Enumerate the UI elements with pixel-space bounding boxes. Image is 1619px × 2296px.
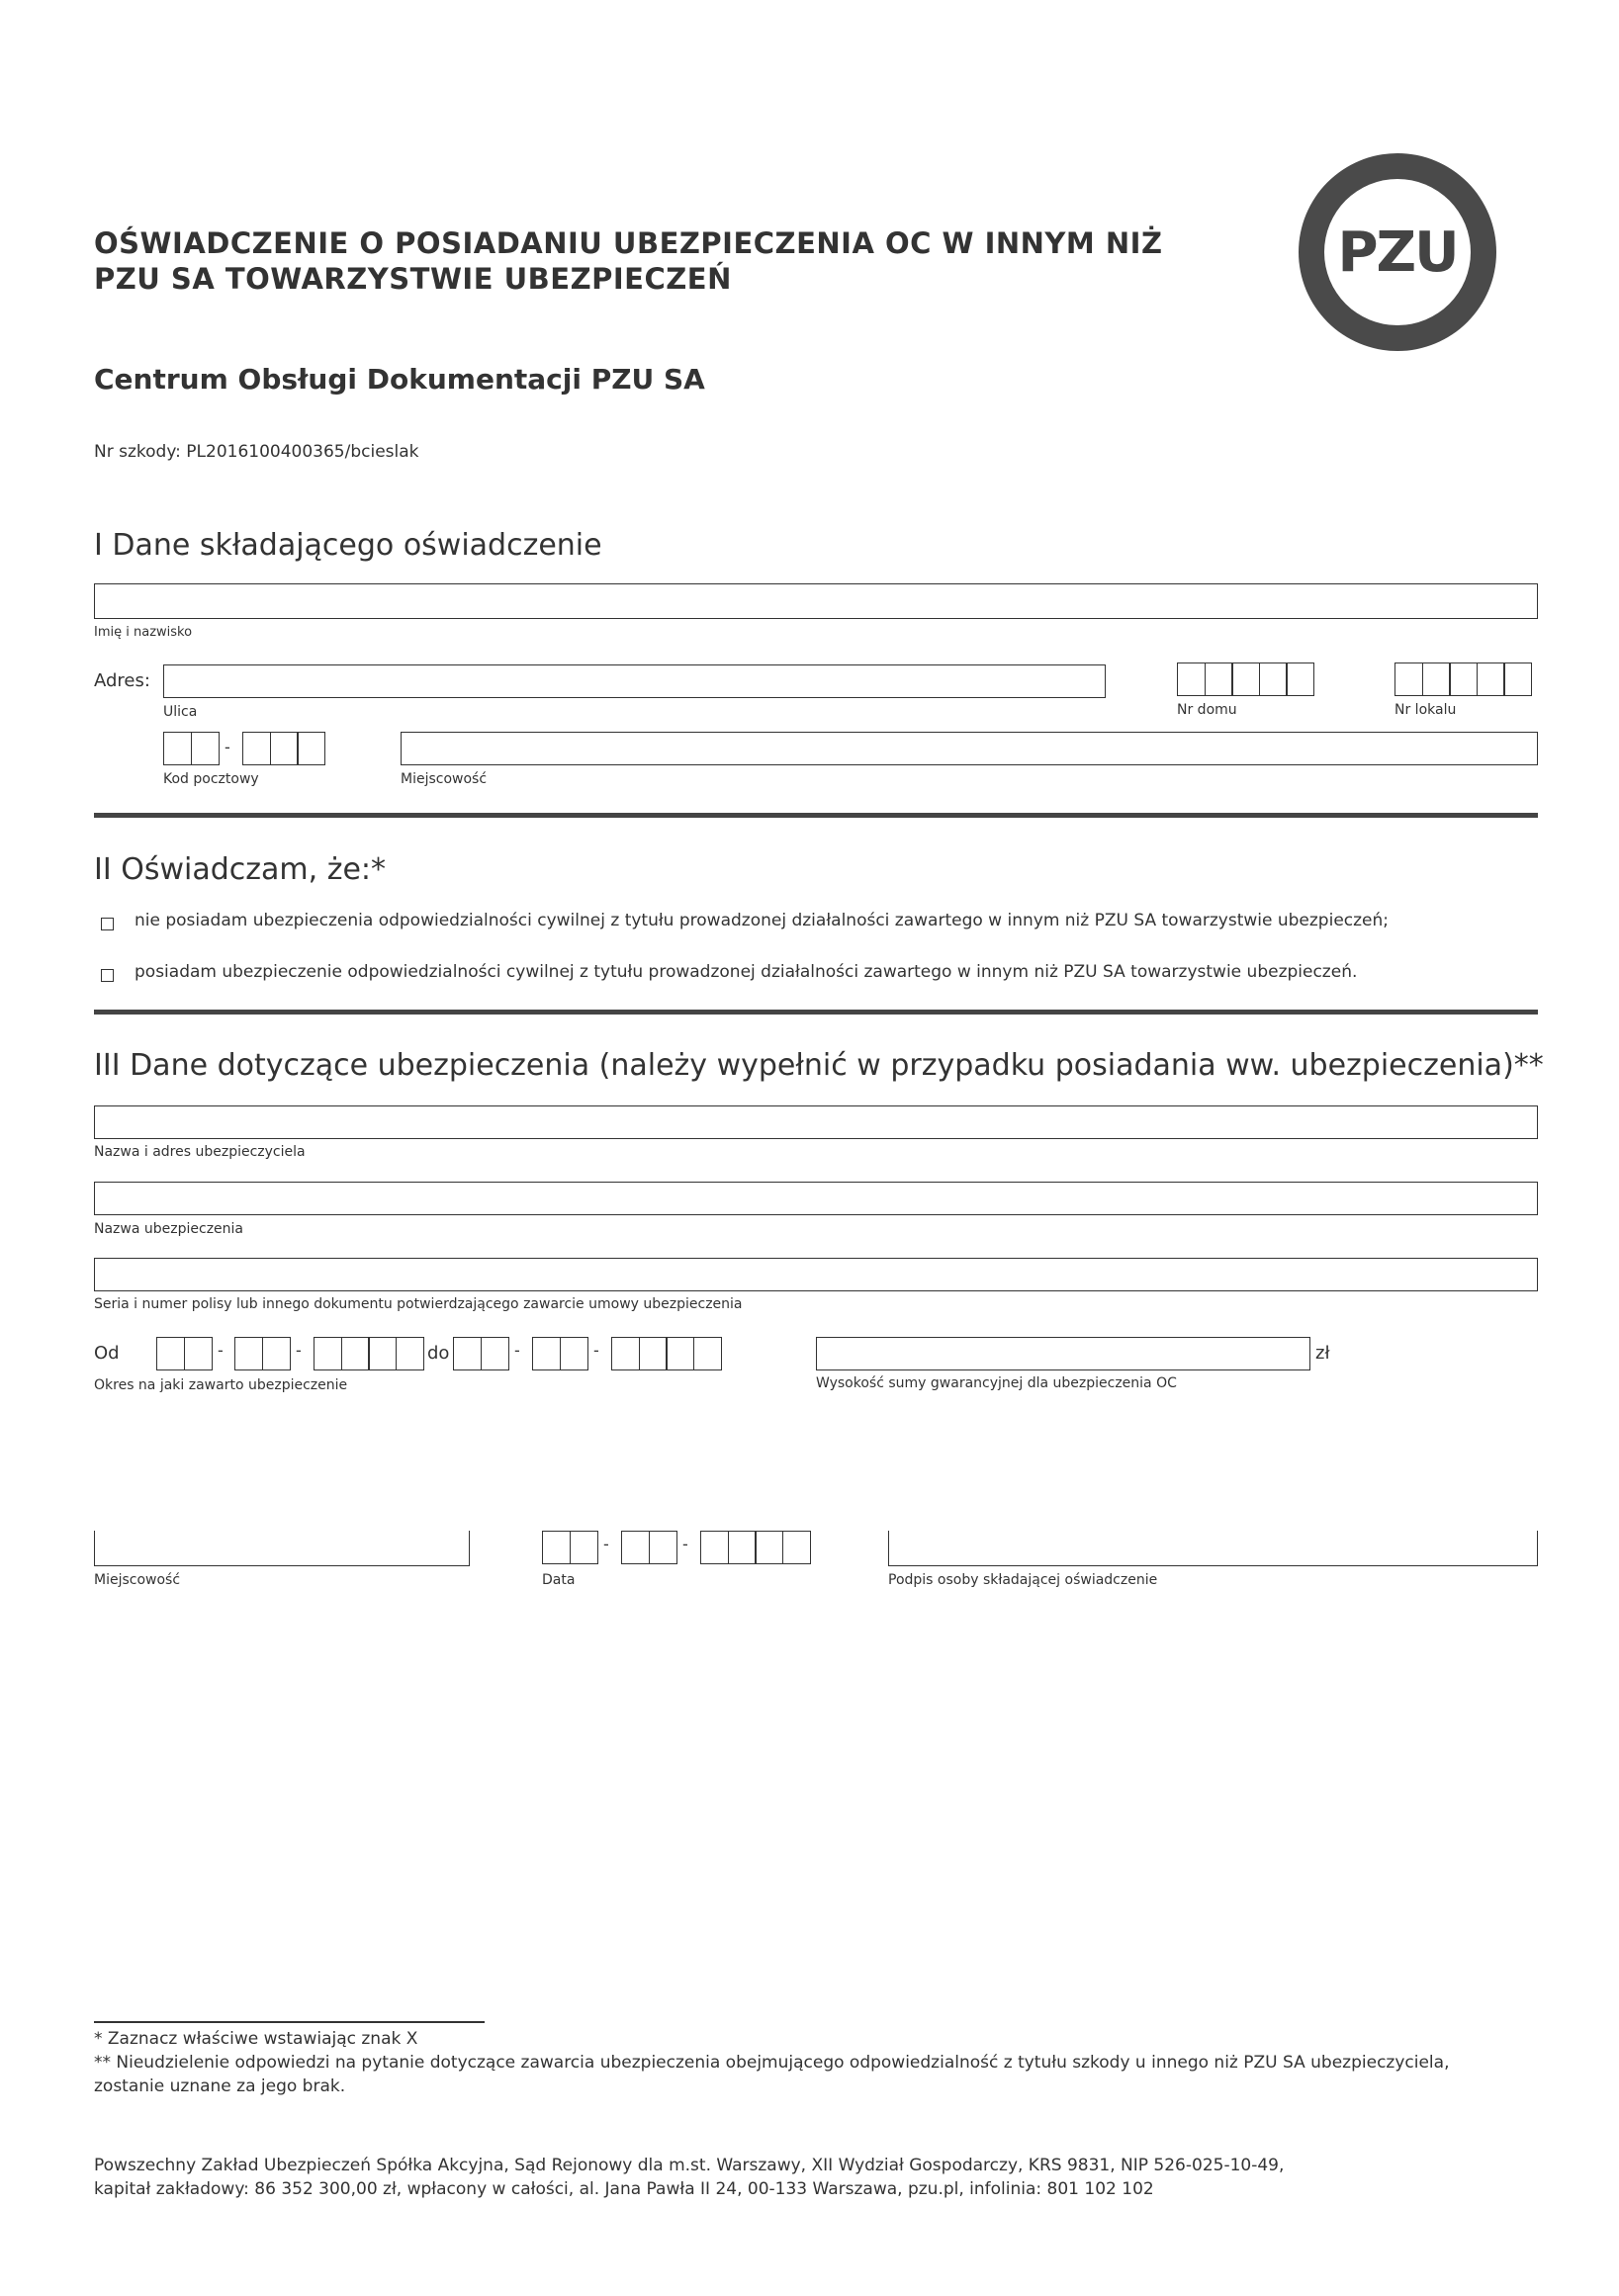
insurer-label: Nazwa i adres ubezpieczyciela [94,1144,306,1160]
sum-insured-field[interactable] [816,1337,1310,1370]
claim-number: Nr szkody: PL2016100400365/bcieslak [94,442,419,462]
footer-line-1: Powszechny Zakład Ubezpieczeń Spółka Akcyjna, Sąd Rejonowy dla m.st. Warszawy, XII Wydział Gospodarczy, KRS 9831, NIP 526-025-10-49, [94,2156,1285,2175]
section-2-heading: II Oświadczam, że:* [94,852,387,887]
sign-day-field[interactable] [542,1531,596,1564]
signature-label: Podpis osoby składającej oświadczenie [888,1572,1158,1588]
option-2-label: posiadam ubezpieczenie odpowiedzialności cywilnej z tytułu prowadzonej działalności zawartego w innym niż PZU SA towarzystwie ubezpieczeń. [135,962,1358,982]
pzu-logo [1299,153,1496,351]
date-dash: - [296,1341,302,1360]
sign-year-field[interactable] [700,1531,809,1564]
date-label: Data [542,1572,576,1588]
footnote-2-line-2: zostanie uznane za jego brak. [94,2076,346,2096]
insurance-name-field[interactable] [94,1182,1538,1215]
postal-code-part2[interactable] [242,732,324,765]
name-label: Imię i nazwisko [94,625,193,640]
to-day-field[interactable] [453,1337,507,1370]
signature-field[interactable] [888,1531,1538,1566]
postal-code-part1[interactable] [163,732,218,765]
date-dash: - [218,1341,224,1360]
logo-text: PZU [1337,220,1458,285]
section-divider [94,1010,1538,1015]
date-dash: - [514,1341,520,1360]
from-label: Od [94,1343,120,1364]
footnote-2-line-1: ** Nieudzielenie odpowiedzi na pytanie dotyczące zawarcia ubezpieczenia obejmującego odpowiedzialność z tytułu szkody u innego niż PZU SA ubezpieczyciela, [94,2053,1450,2073]
sum-insured-label: Wysokość sumy gwarancyjnej dla ubezpieczenia OC [816,1375,1177,1391]
from-month-field[interactable] [234,1337,289,1370]
flat-number-field[interactable] [1394,662,1531,696]
date-dash: - [593,1341,599,1360]
title-line-1: OŚWIADCZENIE O POSIADANIU UBEZPIECZENIA OC W INNYM NIŻ [94,226,1163,260]
to-year-field[interactable] [611,1337,720,1370]
sign-month-field[interactable] [621,1531,675,1564]
policy-number-label: Seria i numer polisy lub innego dokumentu potwierdzającego zawarcie umowy ubezpieczenia [94,1296,743,1312]
subtitle: Centrum Obsługi Dokumentacji PZU SA [94,363,705,396]
footnote-rule [94,2021,485,2023]
section-1-heading: I Dane składającego oświadczenie [94,528,602,563]
insurer-field[interactable] [94,1105,1538,1139]
house-number-label: Nr domu [1177,702,1237,718]
title-line-2: PZU SA TOWARZYSTWIE UBEZPIECZEŃ [94,262,732,296]
to-month-field[interactable] [532,1337,586,1370]
date-dash: - [682,1535,688,1553]
footnote-1: * Zaznacz właściwe wstawiając znak X [94,2029,418,2049]
section-divider [94,813,1538,818]
street-field[interactable] [163,664,1106,698]
option-1-checkbox[interactable] [101,918,114,930]
to-label: do [427,1343,450,1364]
place-label: Miejscowość [94,1572,181,1588]
postal-code-label: Kod pocztowy [163,771,259,787]
name-field[interactable] [94,583,1538,619]
postal-dash: - [225,738,230,756]
document-title [94,225,1202,297]
company-footer [94,2154,1498,2201]
from-year-field[interactable] [314,1337,422,1370]
period-label: Okres na jaki zawarto ubezpieczenie [94,1377,348,1393]
insurance-name-label: Nazwa ubezpieczenia [94,1221,243,1237]
section-3-heading: III Dane dotyczące ubezpieczenia (należy wypełnić w przypadku posiadania ww. ubezpieczenia)** [94,1048,1544,1083]
option-1-label: nie posiadam ubezpieczenia odpowiedzialności cywilnej z tytułu prowadzonej działalności zawartego w innym niż PZU SA towarzystwie ubezpieczeń; [135,911,1390,930]
from-day-field[interactable] [156,1337,211,1370]
flat-number-label: Nr lokalu [1394,702,1457,718]
footer-line-2: kapitał zakładowy: 86 352 300,00 zł, wpłacony w całości, al. Jana Pawła II 24, 00-133 Warszawa, pzu.pl, infolinia: 801 102 102 [94,2179,1154,2199]
address-label: Adres: [94,670,150,691]
place-field[interactable] [94,1531,470,1566]
city-label: Miejscowość [401,771,488,787]
city-field[interactable] [401,732,1538,765]
street-label: Ulica [163,704,198,720]
policy-number-field[interactable] [94,1258,1538,1291]
house-number-field[interactable] [1177,662,1313,696]
option-2-checkbox[interactable] [101,969,114,982]
currency-label: zł [1315,1343,1330,1364]
date-dash: - [603,1535,609,1553]
